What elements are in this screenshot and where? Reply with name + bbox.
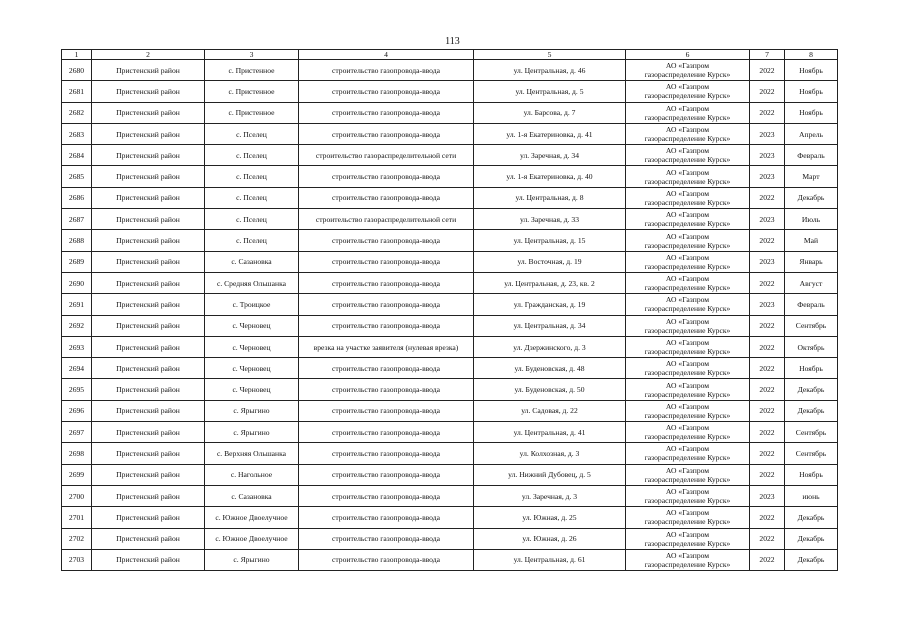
address-cell: ул. Садовая, д. 22 [474, 400, 626, 421]
work-type-cell: строительство газопровода-ввода [299, 549, 474, 570]
organization-cell [626, 166, 750, 187]
month-cell: Январь [785, 251, 838, 272]
row-number-cell: 2697 [62, 422, 92, 443]
row-number-cell: 2681 [62, 81, 92, 102]
month-cell: Июль [785, 209, 838, 230]
organization-line-1: АО «Газпром [665, 125, 710, 135]
month-cell: Ноябрь [785, 81, 838, 102]
organization-cell [626, 379, 750, 400]
organization-cell [626, 464, 750, 485]
address-cell: ул. Заречная, д. 34 [474, 145, 626, 166]
table-row [62, 145, 838, 166]
locality-cell: с. Пселец [205, 123, 299, 144]
locality-cell: с. Пселец [205, 166, 299, 187]
year-cell: 2022 [750, 400, 785, 421]
organization-line-2: газораспределение Курск» [644, 176, 731, 186]
row-number-cell: 2687 [62, 209, 92, 230]
organization-line-2: газораспределение Курск» [644, 283, 731, 293]
organization-line-1: АО «Газпром [665, 82, 710, 92]
district-cell: Пристенский район [92, 294, 205, 315]
address-cell: ул. Заречная, д. 3 [474, 485, 626, 506]
address-cell: ул. Центральная, д. 8 [474, 187, 626, 208]
column-header: 3 [205, 50, 299, 60]
address-cell: ул. Дзержинского, д. 3 [474, 336, 626, 357]
organization-line-2: газораспределение Курск» [644, 559, 731, 569]
organization-line-2: газораспределение Курск» [644, 261, 731, 271]
organization-line-2: газораспределение Курск» [644, 410, 731, 420]
work-type-cell: строительство газопровода-ввода [299, 123, 474, 144]
row-number-cell: 2680 [62, 60, 92, 81]
locality-cell: с. Черновец [205, 336, 299, 357]
organization-line-1: АО «Газпром [665, 550, 710, 560]
column-header: 4 [299, 50, 474, 60]
column-header: 5 [474, 50, 626, 60]
locality-cell: с. Черновец [205, 358, 299, 379]
row-number-cell: 2691 [62, 294, 92, 315]
organization-line-2: газораспределение Курск» [644, 155, 731, 165]
work-type-cell: строительство газопровода-ввода [299, 379, 474, 400]
table-row [62, 336, 838, 357]
address-cell: ул. Буденовская, д. 48 [474, 358, 626, 379]
month-cell: Сентябрь [785, 315, 838, 336]
organization-cell [626, 336, 750, 357]
district-cell: Пристенский район [92, 464, 205, 485]
organization-line-1: АО «Газпром [665, 487, 710, 497]
year-cell: 2022 [750, 230, 785, 251]
organization-line-2: газораспределение Курск» [644, 240, 731, 250]
year-cell: 2022 [750, 60, 785, 81]
page-number: 113 [445, 36, 460, 47]
table-row [62, 379, 838, 400]
year-cell: 2023 [750, 251, 785, 272]
table-row [62, 102, 838, 123]
work-type-cell: строительство газопровода-ввода [299, 251, 474, 272]
row-number-cell: 2684 [62, 145, 92, 166]
locality-cell: с. Ярыгино [205, 422, 299, 443]
work-type-cell: строительство газораспределительной сети [299, 145, 474, 166]
table-row [62, 60, 838, 81]
organization-line-1: АО «Газпром [665, 146, 710, 156]
district-cell: Пристенский район [92, 528, 205, 549]
district-cell: Пристенский район [92, 102, 205, 123]
district-cell: Пристенский район [92, 443, 205, 464]
address-cell: ул. Центральная, д. 34 [474, 315, 626, 336]
month-cell: Ноябрь [785, 60, 838, 81]
locality-cell: с. Южное Двоелучное [205, 528, 299, 549]
month-cell: Декабрь [785, 187, 838, 208]
column-header: 7 [750, 50, 785, 60]
organization-cell [626, 81, 750, 102]
organization-cell [626, 443, 750, 464]
work-type-cell: строительство газопровода-ввода [299, 60, 474, 81]
month-cell: Октябрь [785, 336, 838, 357]
district-cell: Пристенский район [92, 187, 205, 208]
locality-cell: с. Пселец [205, 209, 299, 230]
row-number-cell: 2700 [62, 485, 92, 506]
organization-line-2: газораспределение Курск» [644, 368, 731, 378]
organization-cell [626, 187, 750, 208]
organization-line-2: газораспределение Курск» [644, 538, 731, 548]
work-type-cell: строительство газопровода-ввода [299, 507, 474, 528]
month-cell: Май [785, 230, 838, 251]
table-row [62, 230, 838, 251]
work-type-cell: врезка на участке заявителя (нулевая врезка) [299, 336, 474, 357]
organization-line-2: газораспределение Курск» [644, 197, 731, 207]
organization-line-2: газораспределение Курск» [644, 219, 731, 229]
organization-line-1: АО «Газпром [665, 465, 710, 475]
organization-cell [626, 528, 750, 549]
table-row [62, 294, 838, 315]
address-cell: ул. 1-я Екатериновка, д. 40 [474, 166, 626, 187]
work-type-cell: строительство газопровода-ввода [299, 464, 474, 485]
organization-line-1: АО «Газпром [665, 316, 710, 326]
organization-line-2: газораспределение Курск» [644, 70, 731, 80]
locality-cell: с. Черновец [205, 315, 299, 336]
address-cell: ул. Южная, д. 25 [474, 507, 626, 528]
organization-line-2: газораспределение Курск» [644, 474, 731, 484]
month-cell: Ноябрь [785, 464, 838, 485]
month-cell: июнь [785, 485, 838, 506]
locality-cell: с. Нагольное [205, 464, 299, 485]
organization-line-2: газораспределение Курск» [644, 347, 731, 356]
locality-cell: с. Черновец [205, 379, 299, 400]
locality-cell: с. Ярыгино [205, 549, 299, 570]
locality-cell: с. Пселец [205, 230, 299, 251]
row-number-cell: 2690 [62, 272, 92, 293]
month-cell: Февраль [785, 294, 838, 315]
organization-cell [626, 294, 750, 315]
work-type-cell: строительство газопровода-ввода [299, 485, 474, 506]
month-cell: Декабрь [785, 400, 838, 421]
table-row [62, 81, 838, 102]
work-type-cell: строительство газопровода-ввода [299, 102, 474, 123]
locality-cell: с. Ярыгино [205, 400, 299, 421]
locality-cell: с. Пристенное [205, 81, 299, 102]
address-cell: ул. Центральная, д. 61 [474, 549, 626, 570]
column-number-row [62, 50, 838, 60]
table-row [62, 251, 838, 272]
locality-cell: с. Сазановка [205, 251, 299, 272]
organization-line-1: АО «Газпром [665, 380, 710, 390]
year-cell: 2023 [750, 166, 785, 187]
organization-cell [626, 400, 750, 421]
district-cell: Пристенский район [92, 251, 205, 272]
table-row [62, 485, 838, 506]
year-cell: 2022 [750, 443, 785, 464]
organization-cell [626, 60, 750, 81]
locality-cell: с. Пристенное [205, 102, 299, 123]
organization-line-1: АО «Газпром [665, 295, 710, 305]
address-cell: ул. Центральная, д. 41 [474, 422, 626, 443]
table-row [62, 187, 838, 208]
locality-cell: с. Сазановка [205, 485, 299, 506]
year-cell: 2023 [750, 485, 785, 506]
month-cell: Февраль [785, 145, 838, 166]
district-cell: Пристенский район [92, 272, 205, 293]
district-cell: Пристенский район [92, 81, 205, 102]
row-number-cell: 2685 [62, 166, 92, 187]
work-type-cell: строительство газопровода-ввода [299, 422, 474, 443]
table-row [62, 549, 838, 570]
work-type-cell: строительство газопровода-ввода [299, 358, 474, 379]
row-number-cell: 2682 [62, 102, 92, 123]
month-cell: Апрель [785, 123, 838, 144]
organization-line-1: АО «Газпром [665, 423, 710, 433]
organization-line-1: АО «Газпром [665, 359, 710, 369]
gasification-table [61, 49, 838, 571]
table-row [62, 528, 838, 549]
table-row [62, 272, 838, 293]
organization-line-1: АО «Газпром [665, 252, 710, 262]
month-cell: Декабрь [785, 549, 838, 570]
table-row [62, 422, 838, 443]
organization-cell [626, 507, 750, 528]
year-cell: 2023 [750, 123, 785, 144]
district-cell: Пристенский район [92, 379, 205, 400]
column-header: 2 [92, 50, 205, 60]
table-row [62, 464, 838, 485]
district-cell: Пристенский район [92, 209, 205, 230]
address-cell: ул. Центральная, д. 23, кв. 2 [474, 272, 626, 293]
organization-line-1: АО «Газпром [665, 508, 710, 518]
address-cell: ул. Южная, д. 26 [474, 528, 626, 549]
address-cell: ул. Восточная, д. 19 [474, 251, 626, 272]
organization-line-1: АО «Газпром [665, 188, 710, 198]
table-row [62, 209, 838, 230]
district-cell: Пристенский район [92, 166, 205, 187]
year-cell: 2022 [750, 549, 785, 570]
row-number-cell: 2703 [62, 549, 92, 570]
address-cell: ул. Буденовская, д. 50 [474, 379, 626, 400]
organization-cell [626, 123, 750, 144]
table-row [62, 443, 838, 464]
work-type-cell: строительство газопровода-ввода [299, 187, 474, 208]
organization-line-1: АО «Газпром [665, 338, 710, 347]
organization-line-2: газораспределение Курск» [644, 304, 731, 314]
locality-cell: с. Южное Двоелучное [205, 507, 299, 528]
organization-line-1: АО «Газпром [665, 210, 710, 220]
year-cell: 2022 [750, 102, 785, 123]
work-type-cell: строительство газопровода-ввода [299, 528, 474, 549]
organization-line-2: газораспределение Курск» [644, 389, 731, 399]
table-row [62, 315, 838, 336]
row-number-cell: 2688 [62, 230, 92, 251]
column-header: 6 [626, 50, 750, 60]
district-cell: Пристенский район [92, 358, 205, 379]
district-cell: Пристенский район [92, 123, 205, 144]
organization-cell [626, 549, 750, 570]
organization-line-2: газораспределение Курск» [644, 112, 731, 122]
month-cell: Сентябрь [785, 422, 838, 443]
organization-cell [626, 315, 750, 336]
work-type-cell: строительство газопровода-ввода [299, 315, 474, 336]
month-cell: Сентябрь [785, 443, 838, 464]
district-cell: Пристенский район [92, 230, 205, 251]
work-type-cell: строительство газопровода-ввода [299, 443, 474, 464]
year-cell: 2022 [750, 507, 785, 528]
column-header: 1 [62, 50, 92, 60]
district-cell: Пристенский район [92, 315, 205, 336]
work-type-cell: строительство газопровода-ввода [299, 294, 474, 315]
organization-line-1: АО «Газпром [665, 61, 710, 71]
month-cell: Ноябрь [785, 102, 838, 123]
row-number-cell: 2683 [62, 123, 92, 144]
organization-line-2: газораспределение Курск» [644, 453, 731, 463]
row-number-cell: 2699 [62, 464, 92, 485]
organization-cell [626, 422, 750, 443]
organization-line-1: АО «Газпром [665, 401, 710, 411]
row-number-cell: 2698 [62, 443, 92, 464]
work-type-cell: строительство газопровода-ввода [299, 272, 474, 293]
row-number-cell: 2694 [62, 358, 92, 379]
month-cell: Март [785, 166, 838, 187]
row-number-cell: 2686 [62, 187, 92, 208]
month-cell: Декабрь [785, 507, 838, 528]
row-number-cell: 2702 [62, 528, 92, 549]
month-cell: Ноябрь [785, 358, 838, 379]
row-number-cell: 2693 [62, 336, 92, 357]
organization-line-2: газораспределение Курск» [644, 134, 731, 144]
district-cell: Пристенский район [92, 485, 205, 506]
district-cell: Пристенский район [92, 60, 205, 81]
organization-cell [626, 145, 750, 166]
year-cell: 2022 [750, 528, 785, 549]
month-cell: Декабрь [785, 379, 838, 400]
work-type-cell: строительство газопровода-ввода [299, 230, 474, 251]
year-cell: 2022 [750, 422, 785, 443]
year-cell: 2023 [750, 209, 785, 230]
locality-cell: с. Пселец [205, 145, 299, 166]
address-cell: ул. Центральная, д. 15 [474, 230, 626, 251]
organization-cell [626, 358, 750, 379]
year-cell: 2022 [750, 272, 785, 293]
organization-line-1: АО «Газпром [665, 167, 710, 177]
row-number-cell: 2689 [62, 251, 92, 272]
work-type-cell: строительство газопровода-ввода [299, 166, 474, 187]
year-cell: 2022 [750, 358, 785, 379]
table-row [62, 166, 838, 187]
year-cell: 2023 [750, 145, 785, 166]
district-cell: Пристенский район [92, 336, 205, 357]
year-cell: 2023 [750, 294, 785, 315]
row-number-cell: 2692 [62, 315, 92, 336]
month-cell: Декабрь [785, 528, 838, 549]
table-row [62, 400, 838, 421]
address-cell: ул. Центральная, д. 46 [474, 60, 626, 81]
locality-cell: с. Пристенное [205, 60, 299, 81]
table-row [62, 123, 838, 144]
organization-line-1: АО «Газпром [665, 103, 710, 113]
locality-cell: с. Троицкое [205, 294, 299, 315]
district-cell: Пристенский район [92, 400, 205, 421]
work-type-cell: строительство газопровода-ввода [299, 81, 474, 102]
organization-line-2: газораспределение Курск» [644, 325, 731, 335]
year-cell: 2022 [750, 187, 785, 208]
year-cell: 2022 [750, 315, 785, 336]
organization-line-2: газораспределение Курск» [644, 517, 731, 527]
district-cell: Пристенский район [92, 145, 205, 166]
year-cell: 2022 [750, 81, 785, 102]
address-cell: ул. Гражданская, д. 19 [474, 294, 626, 315]
row-number-cell: 2696 [62, 400, 92, 421]
organization-cell [626, 272, 750, 293]
district-cell: Пристенский район [92, 507, 205, 528]
month-cell: Август [785, 272, 838, 293]
organization-cell [626, 102, 750, 123]
organization-cell [626, 230, 750, 251]
organization-line-1: АО «Газпром [665, 444, 710, 454]
address-cell: ул. Нижний Дубовец, д. 5 [474, 464, 626, 485]
year-cell: 2022 [750, 464, 785, 485]
organization-line-1: АО «Газпром [665, 231, 710, 241]
organization-cell [626, 485, 750, 506]
organization-line-2: газораспределение Курск» [644, 432, 731, 442]
organization-line-2: газораспределение Курск» [644, 91, 731, 101]
row-number-cell: 2695 [62, 379, 92, 400]
year-cell: 2022 [750, 379, 785, 400]
organization-cell [626, 251, 750, 272]
organization-line-2: газораспределение Курск» [644, 496, 731, 506]
address-cell: ул. 1-я Екатериновка, д. 41 [474, 123, 626, 144]
address-cell: ул. Заречная, д. 33 [474, 209, 626, 230]
table-row [62, 358, 838, 379]
table-row [62, 507, 838, 528]
work-type-cell: строительство газопровода-ввода [299, 400, 474, 421]
work-type-cell: строительство газораспределительной сети [299, 209, 474, 230]
district-cell: Пристенский район [92, 422, 205, 443]
locality-cell: с. Верхняя Ольшанка [205, 443, 299, 464]
year-cell: 2022 [750, 336, 785, 357]
address-cell: ул. Колхозная, д. 3 [474, 443, 626, 464]
organization-line-1: АО «Газпром [665, 274, 710, 284]
district-cell: Пристенский район [92, 549, 205, 570]
organization-line-1: АО «Газпром [665, 529, 710, 539]
column-header: 8 [785, 50, 838, 60]
row-number-cell: 2701 [62, 507, 92, 528]
address-cell: ул. Барсова, д. 7 [474, 102, 626, 123]
locality-cell: с. Средняя Ольшанка [205, 272, 299, 293]
address-cell: ул. Центральная, д. 5 [474, 81, 626, 102]
organization-cell [626, 209, 750, 230]
locality-cell: с. Пселец [205, 187, 299, 208]
